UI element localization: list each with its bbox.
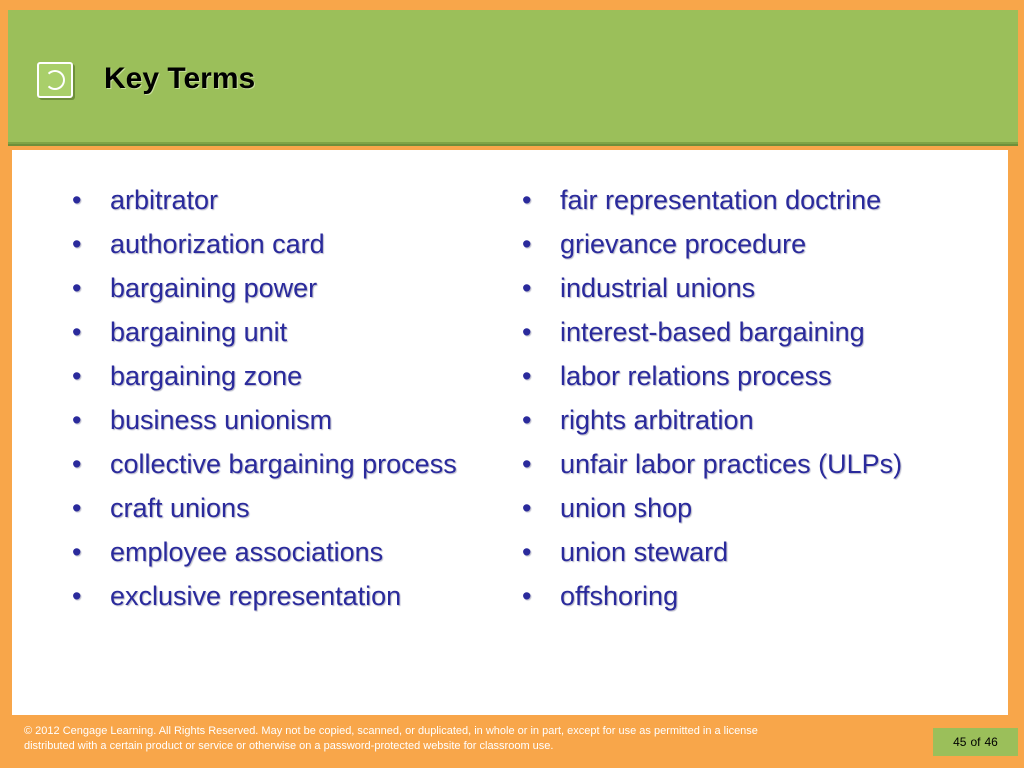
term-item: • craft unions [72, 492, 472, 525]
page-of-label: of [970, 735, 981, 749]
term-item: • rights arbitration [522, 404, 952, 437]
page-current: 45 [953, 735, 967, 749]
term-item: • industrial unions [522, 272, 952, 305]
term-item: • collective bargaining process [72, 448, 472, 481]
term-item: • union steward [522, 536, 952, 569]
left-terms-list [72, 184, 472, 624]
term-item: • bargaining unit [72, 316, 472, 349]
term-item: • fair representation doctrine [522, 184, 952, 217]
term-item: • employee associations [72, 536, 472, 569]
copyright-notice: © 2012 Cengage Learning. All Rights Reserved. May not be copied, scanned, or duplicated, in whole or in part, except for use as permitted in a license distributed with a certain product or service or otherwise on a password-protected website for classroom use. [24, 725, 758, 752]
term-item: • bargaining power [72, 272, 472, 305]
slide-title: Key Terms [104, 62, 256, 95]
page-total: 46 [984, 735, 998, 749]
page-number-box [933, 728, 1018, 756]
term-item: • bargaining zone [72, 360, 472, 393]
term-item: • unfair labor practices (ULPs) [522, 448, 952, 481]
term-item: • grievance procedure [522, 228, 952, 261]
term-item: • labor relations process [522, 360, 952, 393]
term-item: • business unionism [72, 404, 472, 437]
term-item: • interest-based bargaining [522, 316, 952, 349]
term-item: • offshoring [522, 580, 952, 613]
term-item: • union shop [522, 492, 952, 525]
term-item: • exclusive representation [72, 580, 472, 613]
term-item: • arbitrator [72, 184, 472, 217]
term-item: • authorization card [72, 228, 472, 261]
slide-bullet-icon [37, 62, 73, 98]
right-terms-list [522, 184, 952, 624]
